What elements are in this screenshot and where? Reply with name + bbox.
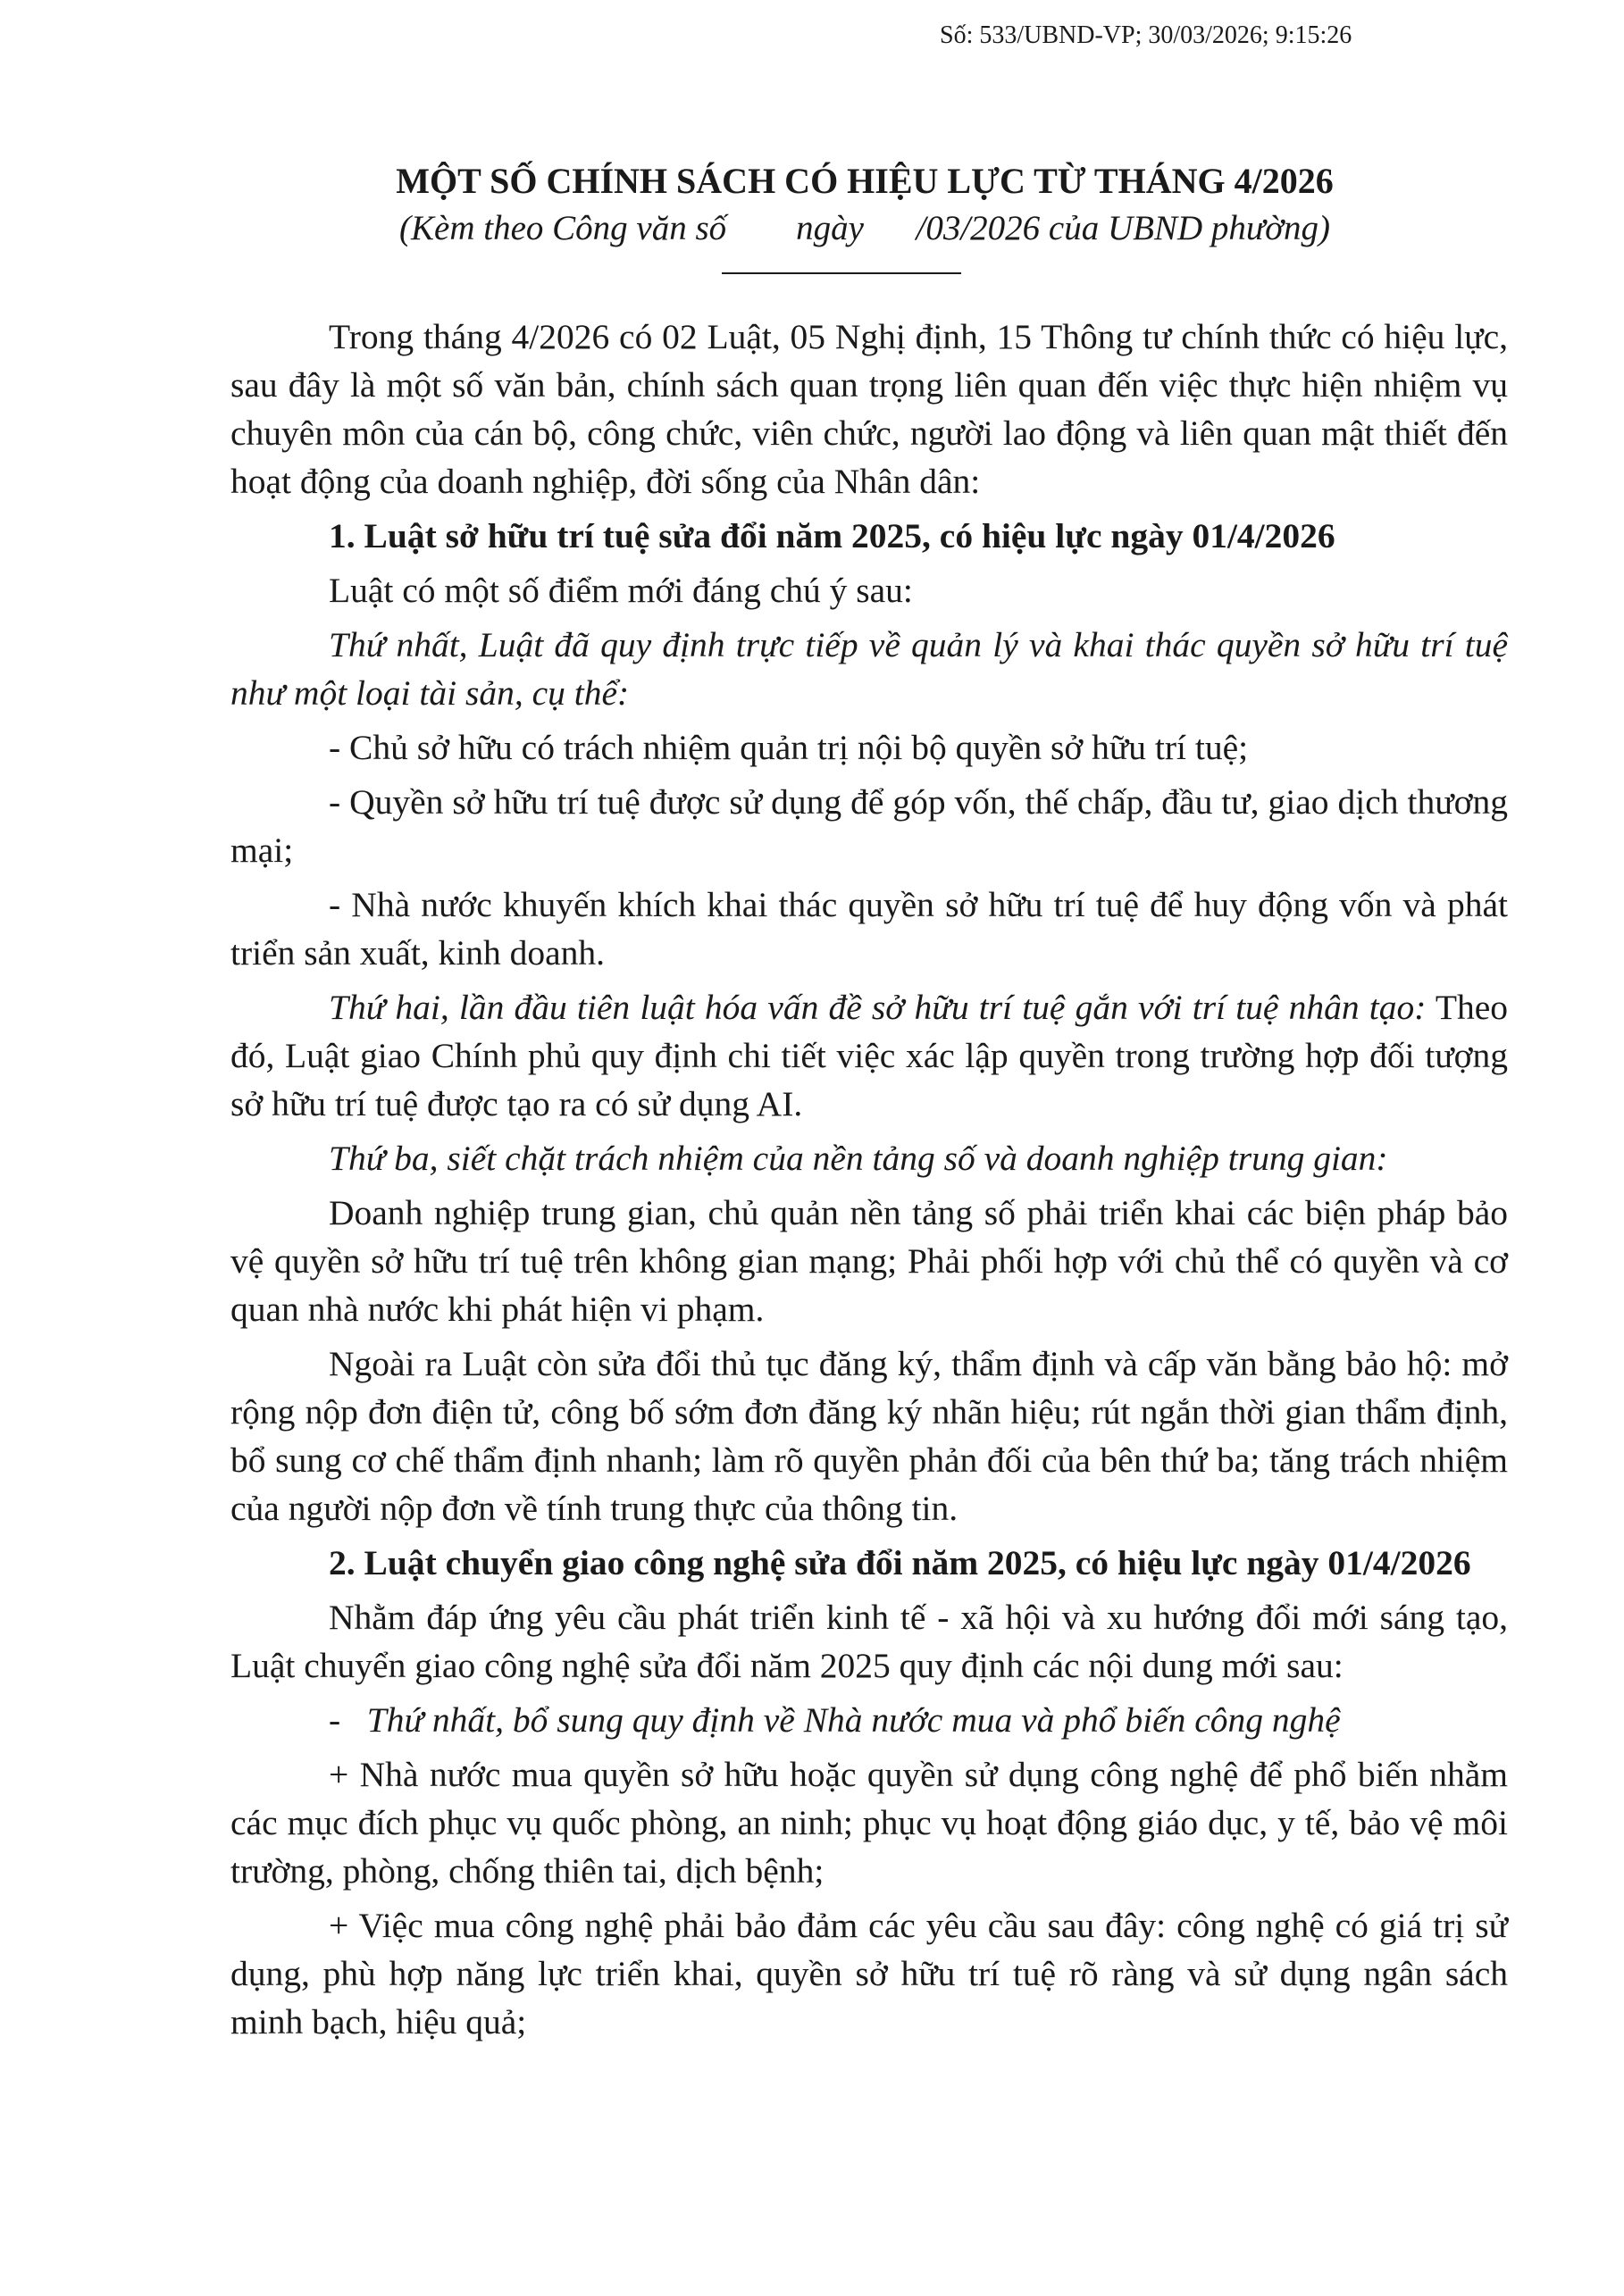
- section-1-point-1-item: - Chủ sở hữu có trách nhiệm quản trị nội bộ quyền sở hữu trí tuệ;: [329, 728, 1249, 767]
- section-2-lead: Nhằm đáp ứng yêu cầu phát triển kinh tế - xã hội và xu hướng đổi mới sáng tạo, Luật chuyển giao công nghệ sửa đổi năm 2025 quy định các nội dung mới sau:: [230, 1598, 1508, 1685]
- title-block: [230, 157, 1499, 252]
- section-1-point-2-title: Thứ hai, lần đầu tiên luật hóa vấn đề sở hữu trí tuệ gắn với trí tuệ nhân tạo:: [329, 988, 1427, 1027]
- section-1-heading: 1. Luật sở hữu trí tuệ sửa đổi năm 2025, có hiệu lực ngày 01/4/2026: [329, 516, 1335, 555]
- document-subtitle: (Kèm theo Công văn số ngày /03/2026 của UBND phường): [399, 209, 1330, 247]
- section-1-point-2-paragraph: [230, 983, 1508, 1128]
- section-2-point-1-item: + Việc mua công nghệ phải bảo đảm các yêu cầu sau đây: công nghệ có giá trị sử dụng, phù hợp năng lực triển khai, quyền sở hữu trí tuệ rõ ràng và sử dụng ngân sách minh bạch, hiệu quả;: [230, 1906, 1508, 2041]
- document-body: [230, 313, 1508, 2052]
- section-2-point-1-paragraph: [230, 1696, 1508, 1744]
- section-1-other-paragraph: Ngoài ra Luật còn sửa đổi thủ tục đăng ký, thẩm định và cấp văn bằng bảo hộ: mở rộng nộp đơn điện tử, công bố sớm đơn đăng ký nhãn hiệu; rút ngắn thời gian thẩm định, bổ sung cơ chế thẩm định nhanh; làm rõ quyền phản đối của bên thứ ba; tăng trách nhiệm của người nộp đơn về tính trung thực của thông tin.: [230, 1344, 1508, 1528]
- section-1-point-3-text: Doanh nghiệp trung gian, chủ quản nền tảng số phải triển khai các biện pháp bảo vệ quyền sở hữu trí tuệ trên không gian mạng; Phải phối hợp với chủ thể có quyền và cơ quan nhà nước khi phát hiện vi phạm.: [230, 1193, 1508, 1329]
- title-underline-divider: [722, 272, 961, 274]
- section-2-point-1-dash: -: [329, 1700, 341, 1740]
- section-1-lead: Luật có một số điểm mới đáng chú ý sau:: [329, 571, 913, 610]
- section-1-point-1-item: - Quyền sở hữu trí tuệ được sử dụng để góp vốn, thế chấp, đầu tư, giao dịch thương mại;: [230, 782, 1508, 870]
- intro-paragraph: Trong tháng 4/2026 có 02 Luật, 05 Nghị định, 15 Thông tư chính thức có hiệu lực, sau đây là một số văn bản, chính sách quan trọng liên quan đến việc thực hiện nhiệm vụ chuyên môn của cán bộ, công chức, viên chức, người lao động và liên quan mật thiết đến hoạt động của doanh nghiệp, đời sống của Nhân dân:: [230, 317, 1508, 501]
- section-2-heading: 2. Luật chuyển giao công nghệ sửa đổi năm 2025, có hiệu lực ngày 01/4/2026: [329, 1543, 1471, 1582]
- section-2-point-1-item: + Nhà nước mua quyền sở hữu hoặc quyền sử dụng công nghệ để phổ biến nhằm các mục đích phục vụ quốc phòng, an ninh; phục vụ hoạt động giáo dục, y tế, bảo vệ môi trường, phòng, chống thiên tai, dịch bệnh;: [230, 1755, 1508, 1891]
- document-title: MỘT SỐ CHÍNH SÁCH CÓ HIỆU LỰC TỪ THÁNG 4/2026: [396, 161, 1334, 201]
- section-2-point-1-title: Thứ nhất, bổ sung quy định về Nhà nước mua và phổ biến công nghệ: [366, 1700, 1341, 1740]
- section-1-point-3-title: Thứ ba, siết chặt trách nhiệm của nền tảng số và doanh nghiệp trung gian:: [329, 1139, 1388, 1178]
- document-number-stamp: Số: 533/UBND-VP; 30/03/2026; 9:15:26: [940, 21, 1352, 49]
- section-1-point-2-text: Theo đó, Luật giao Chính phủ quy định chi tiết việc xác lập quyền trong trường hợp đối tượng sở hữu trí tuệ được tạo ra có sử dụng AI.: [230, 988, 1508, 1123]
- section-1-point-1-item: - Nhà nước khuyến khích khai thác quyền sở hữu trí tuệ để huy động vốn và phát triển sản xuất, kinh doanh.: [230, 885, 1508, 973]
- section-1-point-1-title: Thứ nhất, Luật đã quy định trực tiếp về quản lý và khai thác quyền sở hữu trí tuệ như một loại tài sản, cụ thể:: [230, 625, 1508, 713]
